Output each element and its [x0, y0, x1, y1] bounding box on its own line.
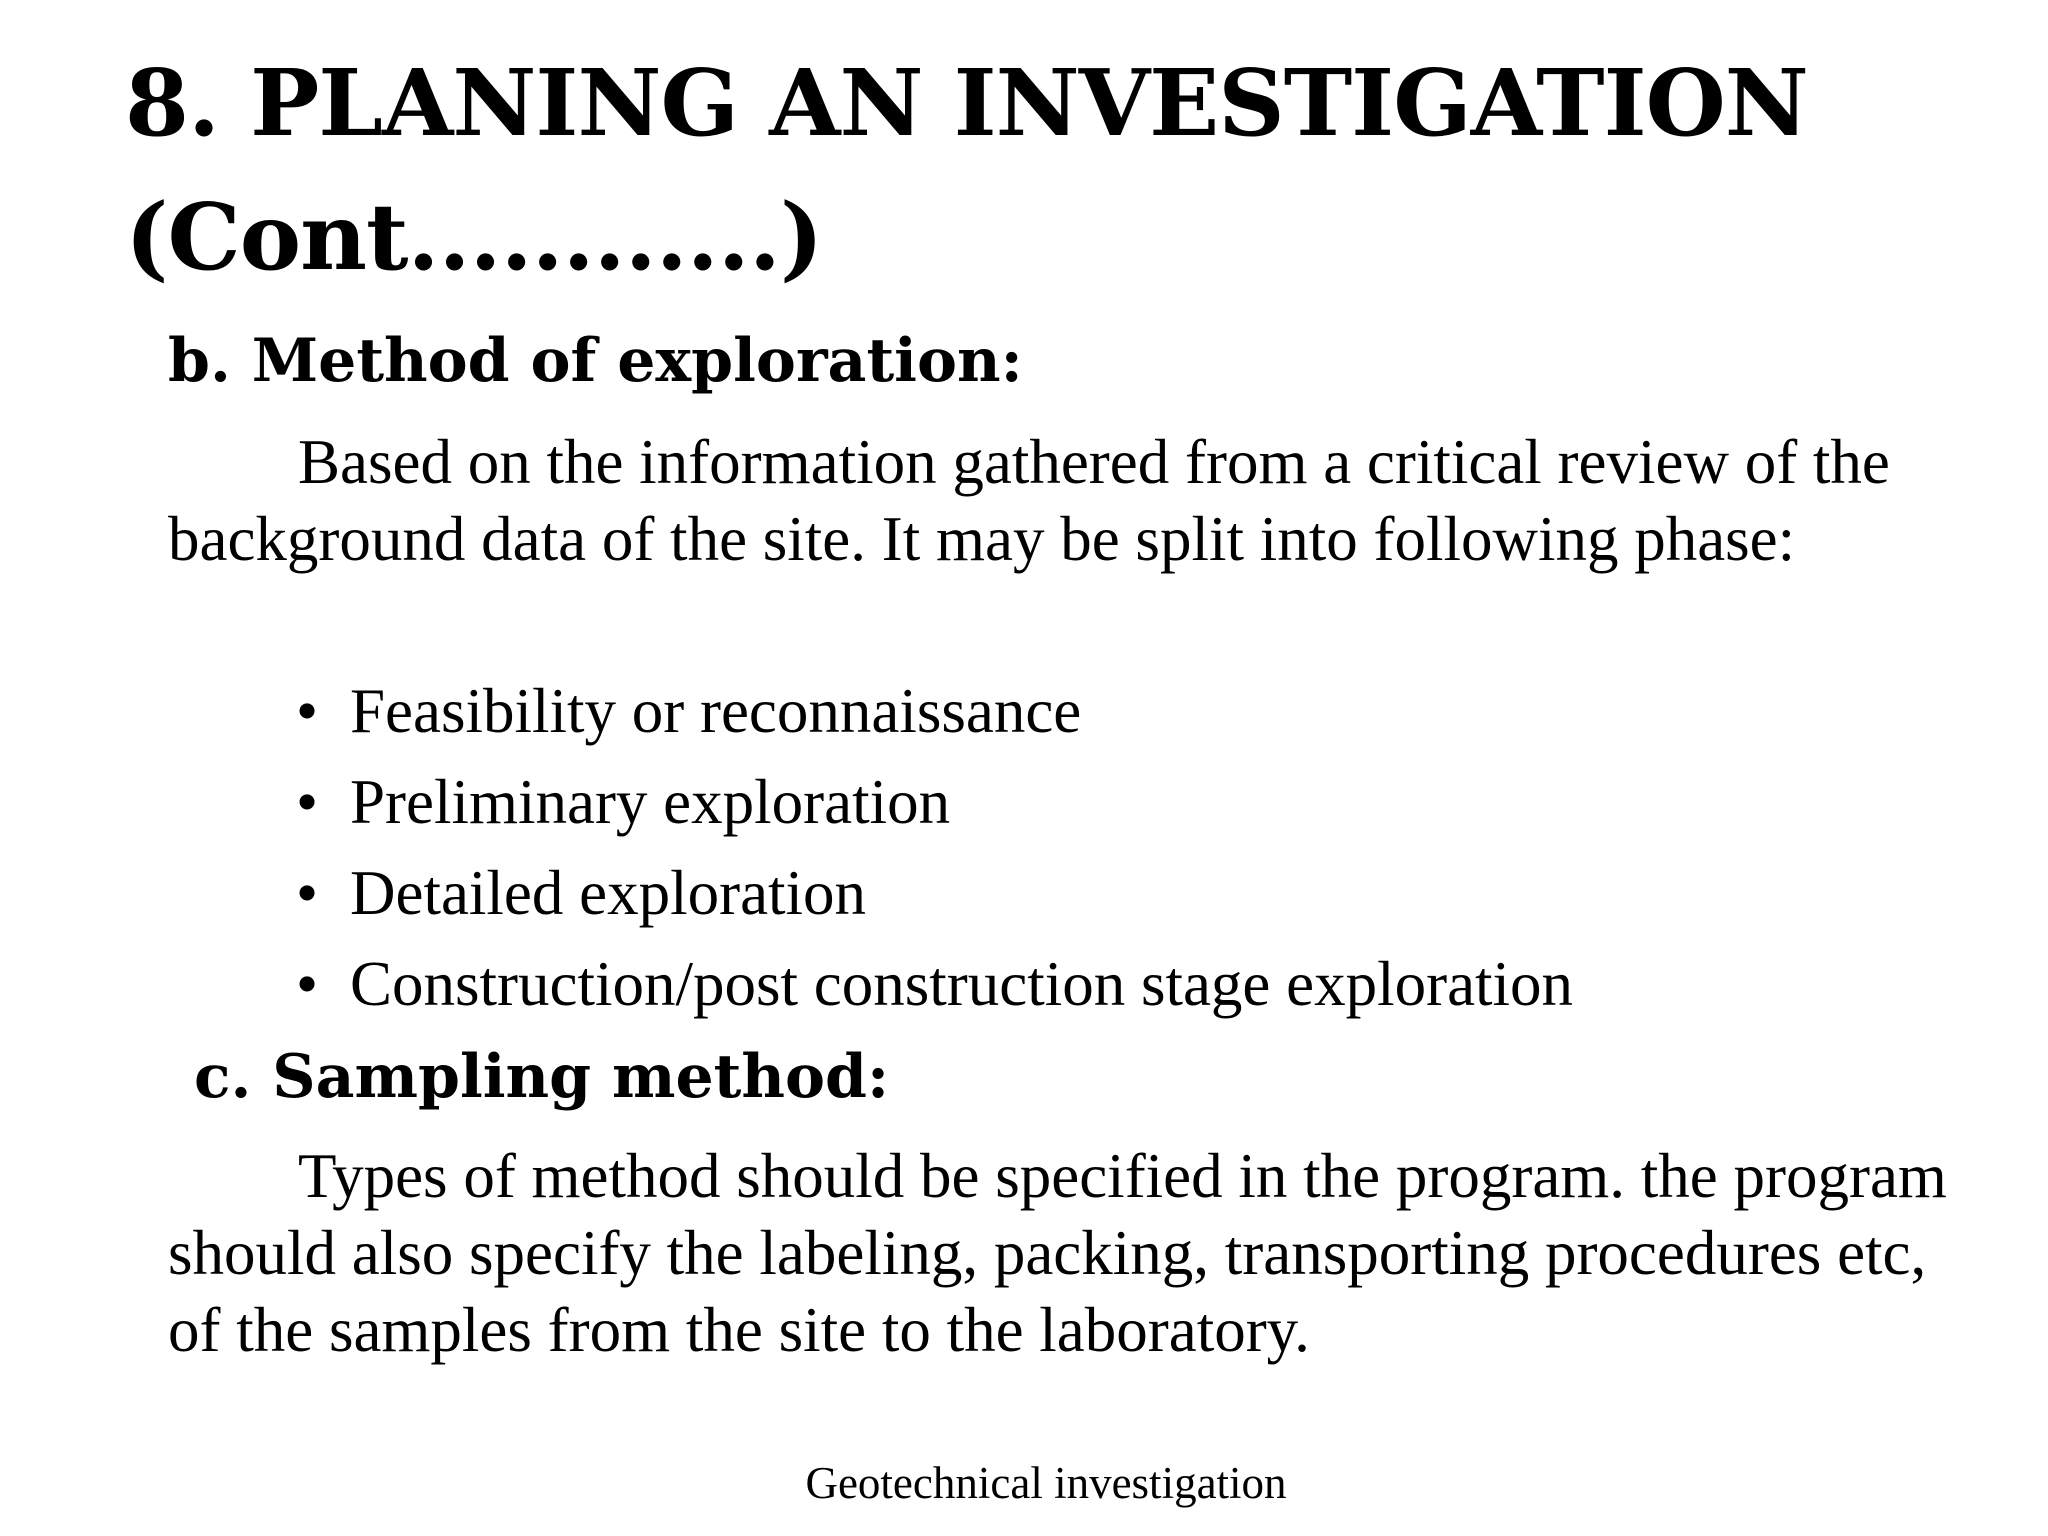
- list-item: [296, 666, 1573, 757]
- footer-text: Geotechnical investigation: [805, 1458, 1287, 1508]
- bullet-icon: •: [296, 858, 319, 928]
- phase-label: Detailed exploration: [350, 858, 867, 928]
- list-item: [296, 757, 1573, 848]
- list-item: [296, 939, 1573, 1030]
- bullet-icon: •: [296, 767, 319, 837]
- sampling-method-text: Types of method should be specified in the program. the program should also specify the labeling, packing, transporting procedures etc, of the samples from the site to the laboratory.: [168, 1141, 1947, 1365]
- slide-title-line1: 8. PLANING AN INVESTIGATION: [125, 49, 1808, 157]
- slide-title: [125, 36, 1975, 304]
- slide-title-line2: (Cont............): [125, 183, 823, 291]
- sampling-method-paragraph: [168, 1138, 1968, 1369]
- slide-footer: [0, 1453, 2048, 1513]
- phase-label: Feasibility or reconnaissance: [350, 676, 1082, 746]
- method-of-exploration-text: Based on the information gathered from a critical review of the background data of the site. It may be split into following phase:: [168, 427, 1890, 574]
- phase-label: Preliminary exploration: [350, 767, 951, 837]
- bullet-icon: •: [296, 676, 319, 746]
- list-item: [296, 848, 1573, 939]
- sampling-method-heading: c. Sampling method:: [194, 1042, 890, 1112]
- bullet-icon: •: [296, 949, 319, 1019]
- method-of-exploration-heading: b. Method of exploration:: [168, 326, 1023, 396]
- exploration-phase-list: [296, 666, 1573, 1030]
- phase-label: Construction/post construction stage exploration: [350, 949, 1574, 1019]
- method-of-exploration-paragraph: [168, 424, 1968, 578]
